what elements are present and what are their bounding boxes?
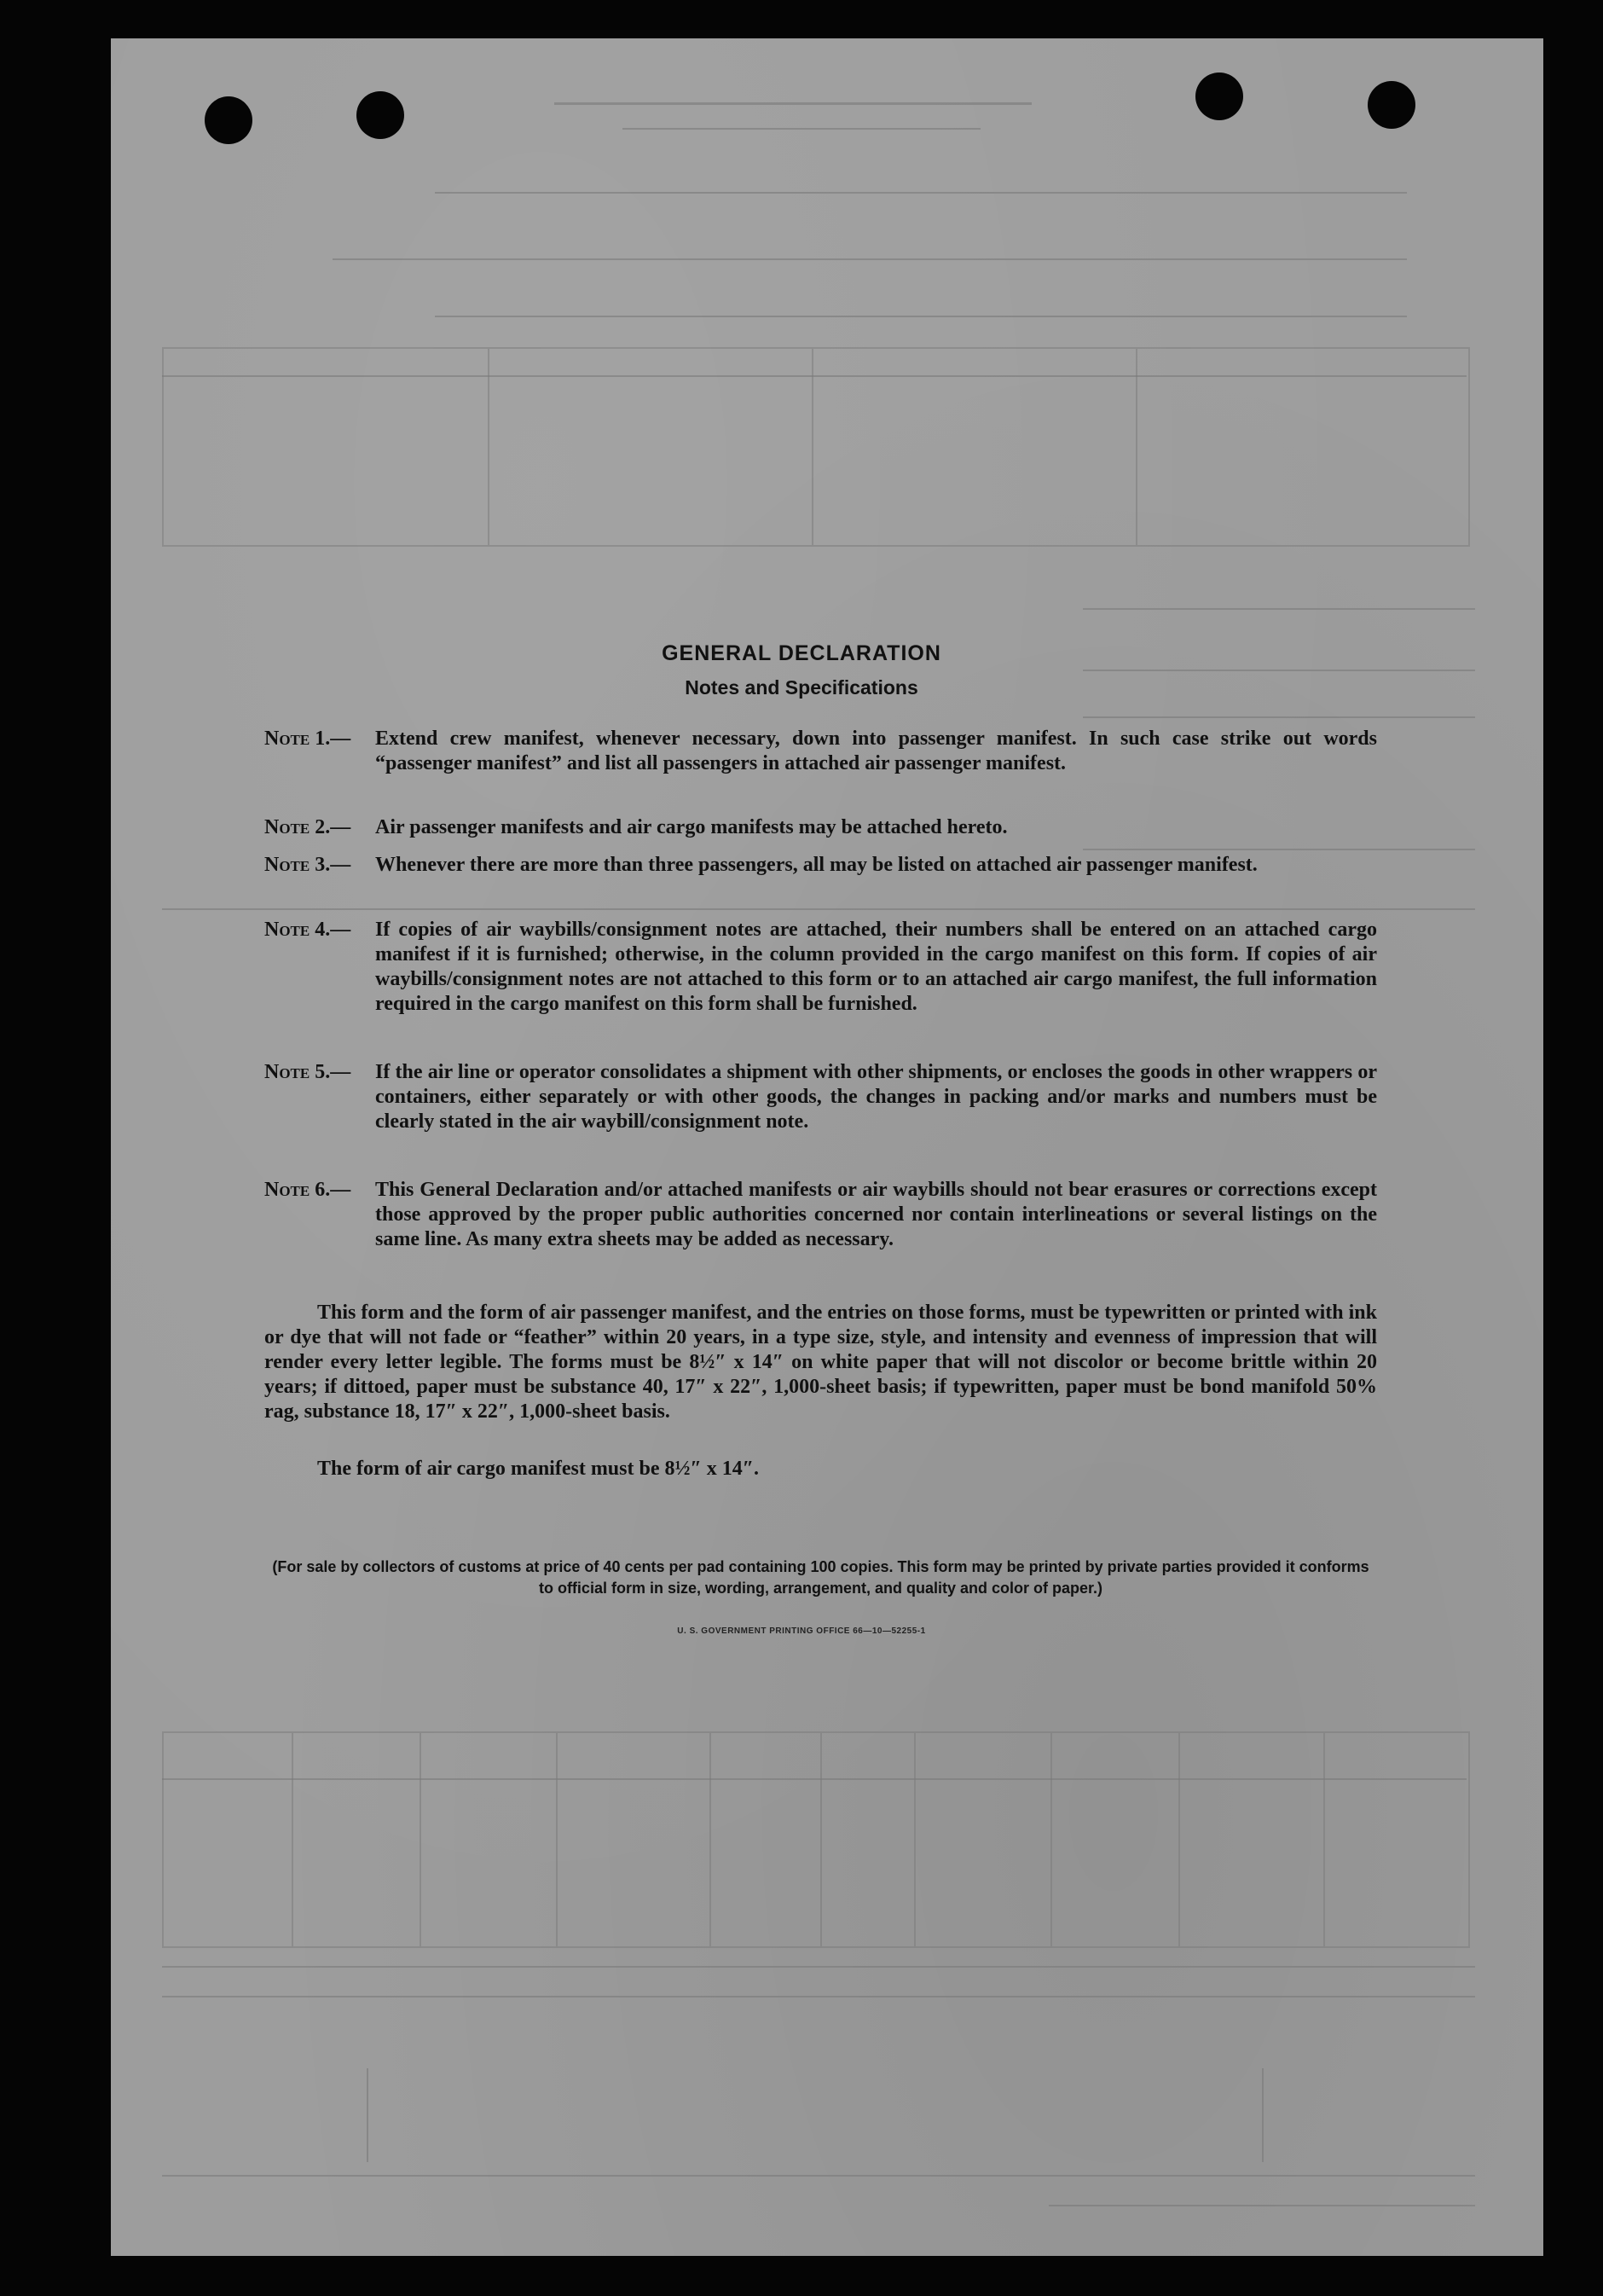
- note-label: Note 5.—: [264, 1061, 351, 1083]
- bleed-line: [1083, 670, 1475, 671]
- note-label: Note 3.—: [264, 854, 351, 876]
- note-label: Note 2.—: [264, 816, 351, 838]
- bleed-cargo-table: [162, 1731, 1470, 1948]
- note-2: [264, 815, 1377, 840]
- note-text: This General Declaration and/or attached manifests or air waybills should not bear erasures or corrections except those approved by the proper public authorities concerned nor contain interlineations or several listings on the same line. As many extra sheets may be added as necessary.: [375, 1179, 1377, 1250]
- bleed-line: [554, 102, 1032, 105]
- bleed-line: [1083, 849, 1475, 850]
- bleed-line: [162, 1966, 1475, 1968]
- bleed-line: [162, 1778, 1467, 1780]
- note-label: Note 1.—: [264, 728, 351, 750]
- bleed-line: [1083, 716, 1475, 718]
- bleed-line: [162, 908, 1475, 910]
- punch-hole: [1368, 81, 1415, 129]
- bleed-line: [162, 2175, 1475, 2177]
- note-3: [264, 853, 1377, 878]
- note-text: Air passenger manifests and air cargo manifests may be attached hereto.: [375, 816, 1008, 838]
- bleed-line: [435, 316, 1407, 317]
- cargo-form-size: The form of air cargo manifest must be 8½″ x 14″.: [317, 1458, 759, 1480]
- bleed-line: [435, 192, 1407, 194]
- note-text: If copies of air waybills/consignment notes are attached, their numbers shall be entered on an attached cargo manifest if it is furnished; otherwise, in the column provided in the cargo manifest on this form. If copies of air waybills/consignment notes are not attached to this form or to an attached air cargo manifest, the full information required in the cargo manifest on this form shall be furnished.: [375, 919, 1377, 1015]
- document-sheet: [111, 38, 1543, 2256]
- note-label: Note 6.—: [264, 1179, 351, 1201]
- note-6: [264, 1178, 1377, 1252]
- note-1: [264, 727, 1377, 776]
- printing-office-imprint: U. S. GOVERNMENT PRINTING OFFICE 66—10—52255-1: [677, 1626, 926, 1636]
- page-subtitle: Notes and Specifications: [685, 676, 918, 699]
- punch-hole: [1195, 72, 1243, 120]
- note-text: If the air line or operator consolidates a shipment with other shipments, or encloses the goods in other wrappers or containers, either separately or with other goods, the changes in packing and/or marks and numbers must be clearly stated in the air waybill/consignment note.: [375, 1061, 1377, 1133]
- bleed-line: [333, 258, 1407, 260]
- note-5: [264, 1060, 1377, 1134]
- specification-paragraph: This form and the form of air passenger manifest, and the entries on those forms, must be typewritten or printed with ink or dye that will not fade or “feather” within 20 years, in a type size, style, and intensity and evenness of impression that will render every letter legible. The forms must be 8½″ x 14″ on white paper that will not discolor or become brittle within 20 years; if dittoed, paper must be substance 40, 17″ x 22″, 1,000-sheet basis; if typewritten, paper must be bond manifold 50% rag, substance 18, 17″ x 22″, 1,000-sheet basis.: [264, 1302, 1377, 1423]
- punch-hole: [356, 91, 404, 139]
- punch-hole: [205, 96, 252, 144]
- note-text: Extend crew manifest, whenever necessary, down into passenger manifest. In such case strike out words “passenger manifest” and list all passengers in attached air passenger manifest.: [375, 728, 1377, 774]
- bleed-line: [622, 128, 981, 130]
- bleed-line: [1262, 2068, 1264, 2162]
- bleed-line: [1083, 608, 1475, 610]
- sale-notice: (For sale by collectors of customs at price of 40 cents per pad containing 100 copies. This form may be printed by private parties provided it conforms to official form in size, wording, arrangement, and quality and color of paper.): [272, 1558, 1369, 1597]
- note-4: [264, 918, 1377, 1017]
- bleed-line: [162, 1996, 1475, 1997]
- page-title: GENERAL DECLARATION: [662, 641, 941, 665]
- bleed-itinerary-table: [162, 347, 1470, 547]
- bleed-line: [162, 375, 1467, 377]
- bleed-line: [1049, 2205, 1475, 2206]
- note-label: Note 4.—: [264, 919, 351, 941]
- bleed-line: [367, 2068, 368, 2162]
- note-text: Whenever there are more than three passengers, all may be listed on attached air passenger manifest.: [375, 854, 1258, 876]
